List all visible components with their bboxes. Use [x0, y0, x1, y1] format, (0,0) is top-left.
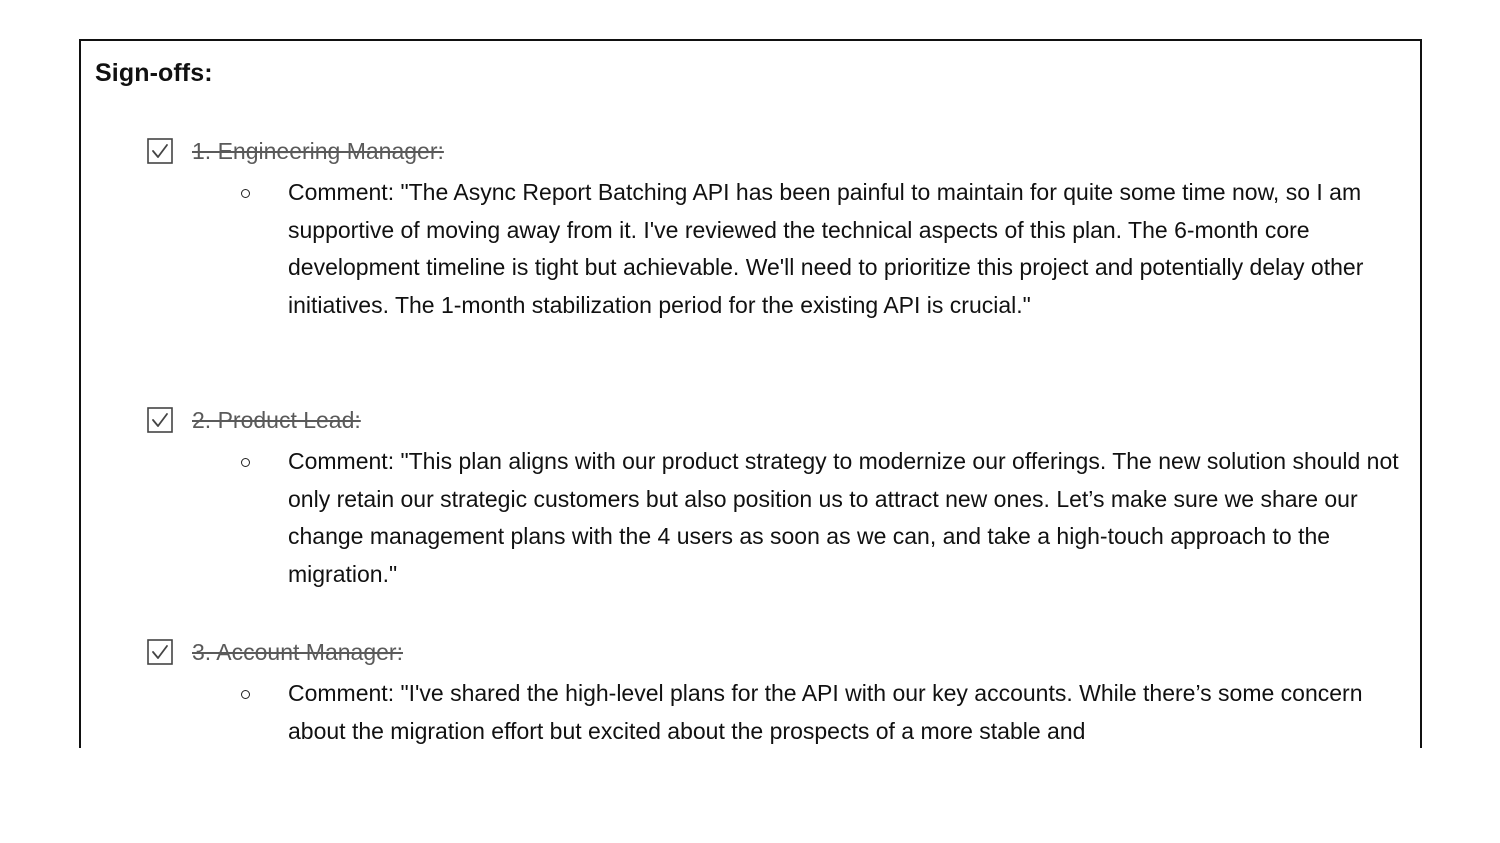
checklist-item-label: 3. Account Manager: — [192, 639, 403, 665]
comment-text: Comment: "I've shared the high-level plans for the API with our key accounts. While there’s some concern about the migration effort but excited about the prospects of a more stable and — [288, 680, 1363, 744]
checked-checkbox-icon[interactable] — [147, 138, 173, 164]
comment-list-item — [147, 675, 1407, 748]
comment-text: Comment: "The Async Report Batching API has been painful to maintain for quite some time now, so I am supportive of moving away from it. I've reviewed the technical aspects of this plan. The 6-month core development timeline is tight but achievable. We'll need to prioritize this project and potentially delay other initiatives. The 1-month stabilization period for the existing API is crucial." — [288, 179, 1364, 318]
checklist-item-label: 1. Engineering Manager: — [192, 138, 444, 164]
signoff-item-account-manager — [147, 638, 1407, 748]
comment-list-item — [147, 443, 1407, 593]
checklist-row — [147, 638, 1407, 670]
checklist-row — [147, 406, 1407, 438]
section-heading: Sign-offs: — [95, 59, 213, 87]
hollow-bullet-icon — [241, 189, 250, 198]
hollow-bullet-icon — [241, 458, 250, 467]
signoff-item-product-lead — [147, 406, 1407, 593]
checked-checkbox-icon[interactable] — [147, 407, 173, 433]
comment-list-item — [147, 174, 1407, 324]
checklist-item-label: 2. Product Lead: — [192, 407, 361, 433]
comment-text: Comment: "This plan aligns with our product strategy to modernize our offerings. The new solution should not only retain our strategic customers but also position us to attract new ones. Let’s make sure we share our change management plans with the 4 users as soon as we can, and take a high-touch approach to the migration." — [288, 448, 1399, 587]
checklist-row — [147, 137, 1407, 169]
document-content-box — [79, 39, 1422, 748]
checked-checkbox-icon[interactable] — [147, 639, 173, 665]
hollow-bullet-icon — [241, 690, 250, 699]
signoff-item-engineering-manager — [147, 137, 1407, 324]
